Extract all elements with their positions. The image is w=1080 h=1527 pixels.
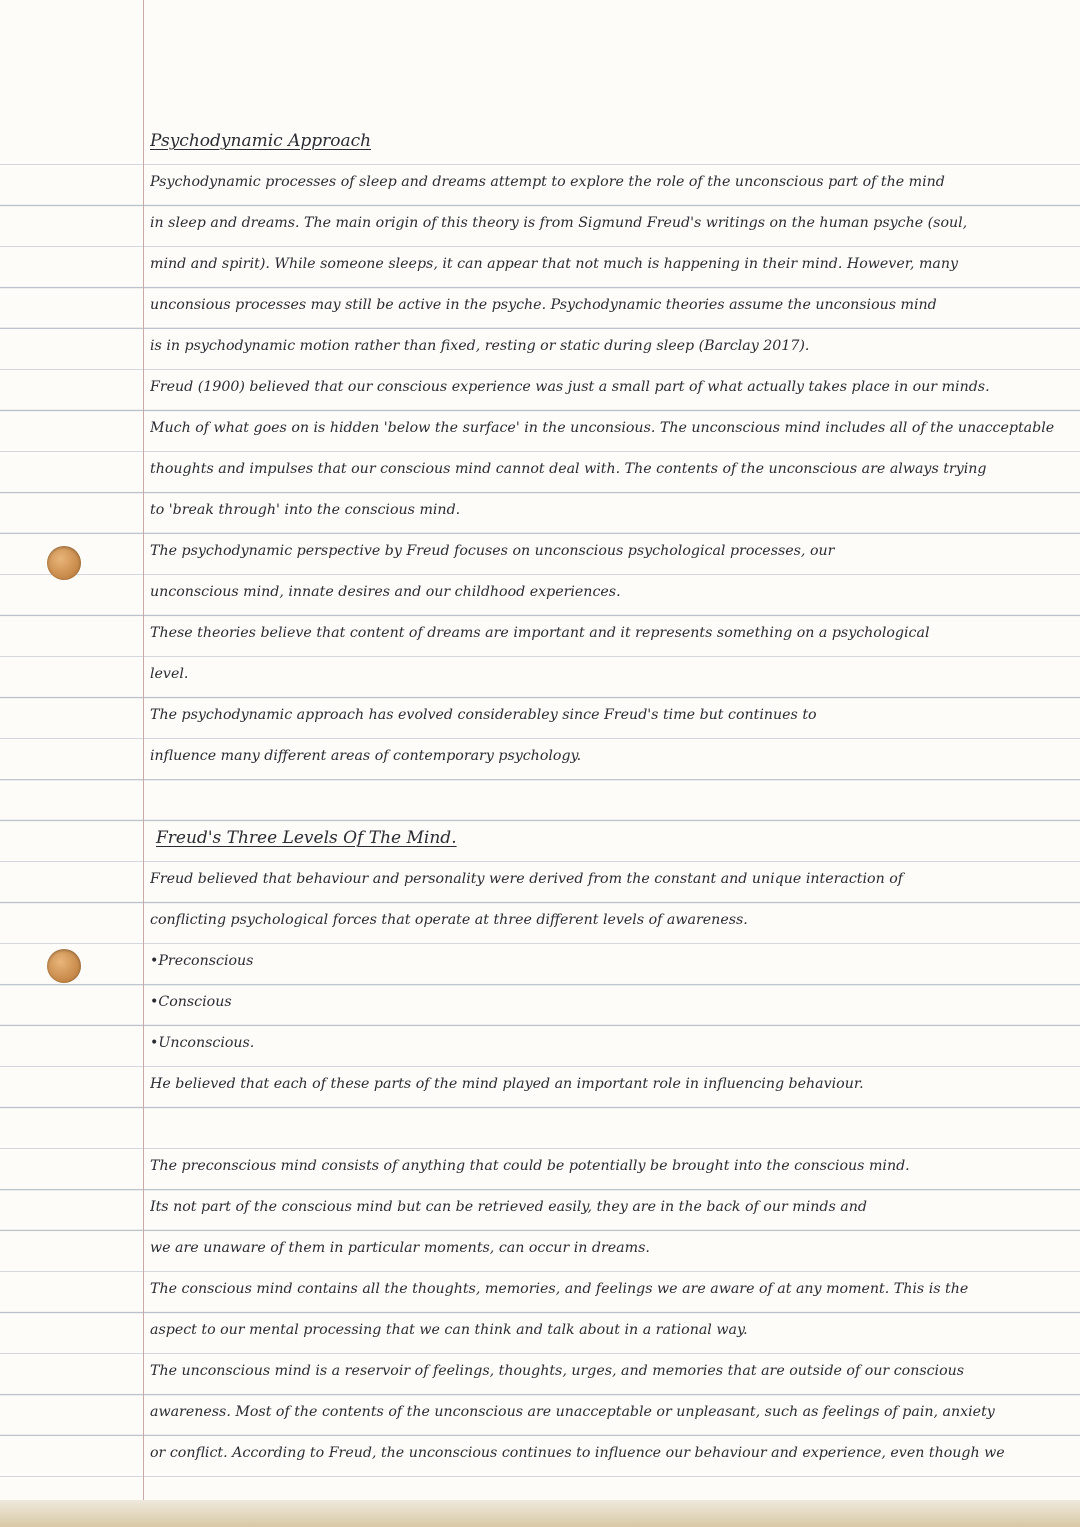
text-line: Its not part of the conscious mind but can be retrieved easily, they are in the back of our minds and — [150, 1199, 867, 1215]
handwritten-notes — [150, 124, 1072, 1477]
page-title: Psychodynamic Approach — [150, 131, 372, 151]
text-line: thoughts and impulses that our conscious mind cannot deal with. The contents of the unconscious are always trying — [150, 461, 987, 477]
text-line: unconsious processes may still be active in the psyche. Psychodynamic theories assume the unconsious mind — [150, 297, 937, 313]
text-line: The conscious mind contains all the thoughts, memories, and feelings we are aware of at any moment. This is the — [150, 1281, 969, 1297]
desk-surface — [0, 1500, 1080, 1527]
blank-line — [150, 1108, 1072, 1149]
text-line: awareness. Most of the contents of the unconscious are unacceptable or unpleasant, such as feelings of pain, anxiety — [150, 1404, 995, 1420]
bullet-item: •Unconscious. — [150, 1035, 255, 1051]
text-line: conflicting psychological forces that operate at three different levels of awareness. — [150, 912, 748, 928]
blank-line — [150, 780, 1072, 821]
text-line: is in psychodynamic motion rather than fixed, resting or static during sleep (Barclay 2017). — [150, 338, 810, 354]
text-line: influence many different areas of contemporary psychology. — [150, 748, 582, 764]
text-line: or conflict. According to Freud, the unconscious continues to influence our behaviour and experience, even though we — [150, 1445, 1005, 1461]
text-line: The preconscious mind consists of anything that could be potentially be brought into the conscious mind. — [150, 1158, 910, 1174]
bullet-item: •Conscious — [150, 994, 232, 1010]
text-line: mind and spirit). While someone sleeps, it can appear that not much is happening in their mind. However, many — [150, 256, 959, 272]
text-line: in sleep and dreams. The main origin of this theory is from Sigmund Freud's writings on the human psyche (soul, — [150, 215, 968, 231]
text-line: Freud believed that behaviour and personality were derived from the constant and unique interaction of — [150, 871, 904, 887]
text-line: He believed that each of these parts of the mind played an important role in influencing behaviour. — [150, 1076, 864, 1092]
text-line: aspect to our mental processing that we can think and talk about in a rational way. — [150, 1322, 748, 1338]
text-line: Much of what goes on is hidden 'below the surface' in the unconsious. The unconscious mind includes all of the unacceptable — [150, 420, 1055, 436]
text-line: level. — [150, 666, 189, 682]
text-line: The psychodynamic approach has evolved considerabley since Freud's time but continues to — [150, 707, 817, 723]
punch-hole-icon — [47, 546, 81, 580]
text-line: unconscious mind, innate desires and our childhood experiences. — [150, 584, 621, 600]
text-line: we are unaware of them in particular moments, can occur in dreams. — [150, 1240, 650, 1256]
text-line: Psychodynamic processes of sleep and dreams attempt to explore the role of the unconscious part of the mind — [150, 174, 945, 190]
text-line: These theories believe that content of dreams are important and it represents something on a psychological — [150, 625, 930, 641]
text-line: to 'break through' into the conscious mind. — [150, 502, 461, 518]
text-line: The psychodynamic perspective by Freud focuses on unconscious psychological processes, our — [150, 543, 835, 559]
text-line: The unconscious mind is a reservoir of feelings, thoughts, urges, and memories that are outside of our conscious — [150, 1363, 965, 1379]
margin-rule — [143, 0, 144, 1527]
text-line: Freud (1900) believed that our conscious experience was just a small part of what actually takes place in our minds. — [150, 379, 990, 395]
bullet-item: •Preconscious — [150, 953, 254, 969]
page-top-margin — [0, 0, 1080, 124]
section-heading: Freud's Three Levels Of The Mind. — [156, 828, 457, 848]
punch-hole-icon — [47, 949, 81, 983]
